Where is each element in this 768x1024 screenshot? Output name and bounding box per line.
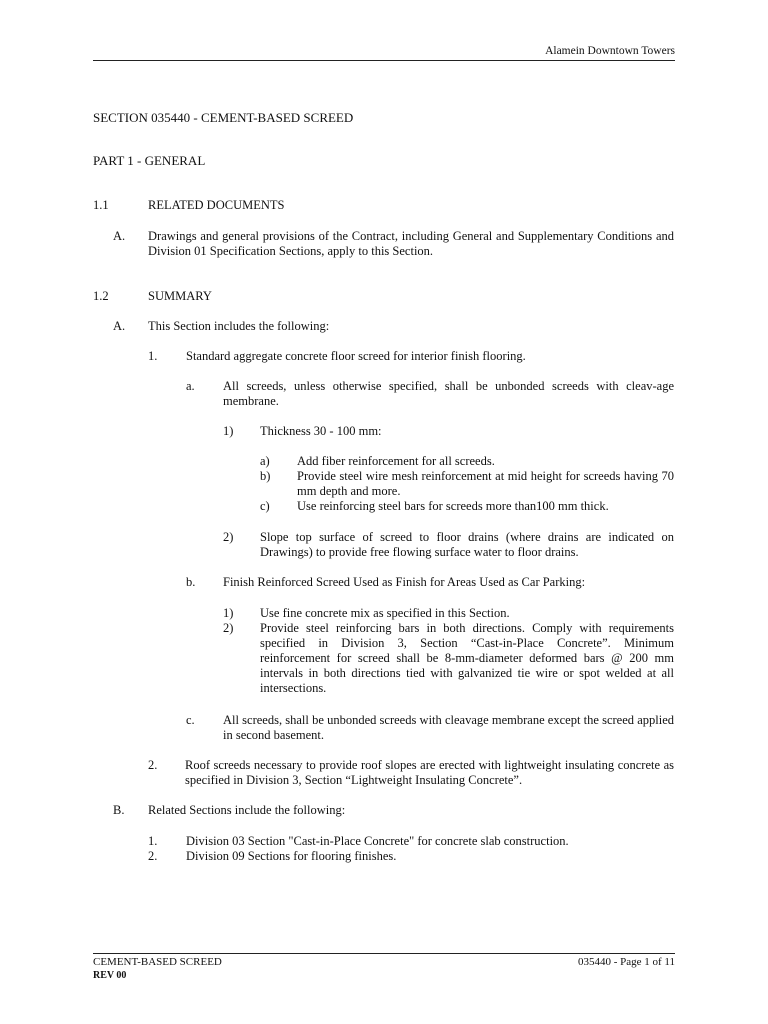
subitem-label: c. bbox=[186, 713, 195, 727]
footer-page-info: 035440 - Page 1 of 11 bbox=[577, 956, 675, 968]
item-text: Standard aggregate concrete floor screed for interior finish flooring. bbox=[186, 349, 526, 363]
paragraph-label: A. bbox=[113, 319, 126, 333]
section-title: SECTION 035440 - CEMENT-BASED SCREED bbox=[93, 110, 354, 125]
item-label: 2. bbox=[148, 758, 158, 772]
subitem-text: All screeds, unless otherwise specified, shall be unbonded screeds with cleav-age membrane. bbox=[223, 379, 674, 408]
item-label: 1. bbox=[148, 834, 158, 848]
header-rule bbox=[93, 60, 675, 61]
subsubitem-text: Slope top surface of screed to floor drains (where drains are indicated on Drawings) to provide free flowing surface water to floor drains. bbox=[260, 530, 674, 559]
clause-text: Use reinforcing steel bars for screeds more than100 mm thick. bbox=[297, 499, 609, 513]
paragraph-text: Drawings and general provisions of the Contract, including General and Supplementary Conditions and Division 01 Specification Sections, apply to this Section. bbox=[148, 229, 674, 258]
subsubitem-text: Thickness 30 - 100 mm: bbox=[260, 424, 382, 438]
subitem-label: b. bbox=[186, 575, 196, 589]
footer-revision: REV 00 bbox=[93, 970, 127, 981]
subsubitem-text: Use fine concrete mix as specified in this Section. bbox=[260, 606, 510, 620]
article-number: 1.1 bbox=[93, 198, 109, 212]
item-text: Division 09 Sections for flooring finishes. bbox=[186, 849, 397, 863]
subsubitem-label: 1) bbox=[223, 606, 234, 620]
subsubitem-label: 1) bbox=[223, 424, 234, 438]
clause-text: Provide steel wire mesh reinforcement at mid height for screeds having 70 mm depth and more. bbox=[297, 469, 674, 498]
item-text: Division 03 Section "Cast-in-Place Concrete" for concrete slab construction. bbox=[186, 834, 569, 848]
clause-label: b) bbox=[260, 469, 271, 483]
article-heading: SUMMARY bbox=[148, 289, 212, 303]
subitem-label: a. bbox=[186, 379, 195, 393]
footer-rule bbox=[93, 953, 675, 954]
subsubitem-text: Provide steel reinforcing bars in both directions. Comply with requirements specified in Division 3, Section “Cast-in-Place Concrete”. Minimum reinforcement for screed shall be 8-mm-diameter deformed bars @ 200 mm intervals in both directions tied with galvanized tie wire or spot welded at all intersections. bbox=[260, 621, 674, 695]
paragraph-text: Related Sections include the following: bbox=[148, 803, 346, 817]
subitem-text: All screeds, shall be unbonded screeds with cleavage membrane except the screed applied in second basement. bbox=[223, 713, 674, 742]
footer-section-title: CEMENT-BASED SCREED bbox=[93, 956, 222, 968]
subsubitem-label: 2) bbox=[223, 530, 234, 544]
item-label: 2. bbox=[148, 849, 158, 863]
clause-label: a) bbox=[260, 454, 270, 468]
clause-label: c) bbox=[260, 499, 270, 513]
item-label: 1. bbox=[148, 349, 158, 363]
article-number: 1.2 bbox=[93, 289, 109, 303]
part-title: PART 1 - GENERAL bbox=[93, 153, 206, 168]
paragraph-text: This Section includes the following: bbox=[148, 319, 330, 333]
subsubitem-label: 2) bbox=[223, 621, 234, 635]
item-text: Roof screeds necessary to provide roof slopes are erected with lightweight insulating concrete as specified in Division 3, Section “Lightweight Insulating Concrete”. bbox=[185, 758, 674, 787]
header-project-name: Alamein Downtown Towers bbox=[545, 45, 675, 57]
article-heading: RELATED DOCUMENTS bbox=[148, 198, 285, 212]
paragraph-label: A. bbox=[113, 229, 126, 243]
subitem-text: Finish Reinforced Screed Used as Finish for Areas Used as Car Parking: bbox=[223, 575, 586, 589]
clause-text: Add fiber reinforcement for all screeds. bbox=[297, 454, 495, 468]
paragraph-label: B. bbox=[113, 803, 125, 817]
